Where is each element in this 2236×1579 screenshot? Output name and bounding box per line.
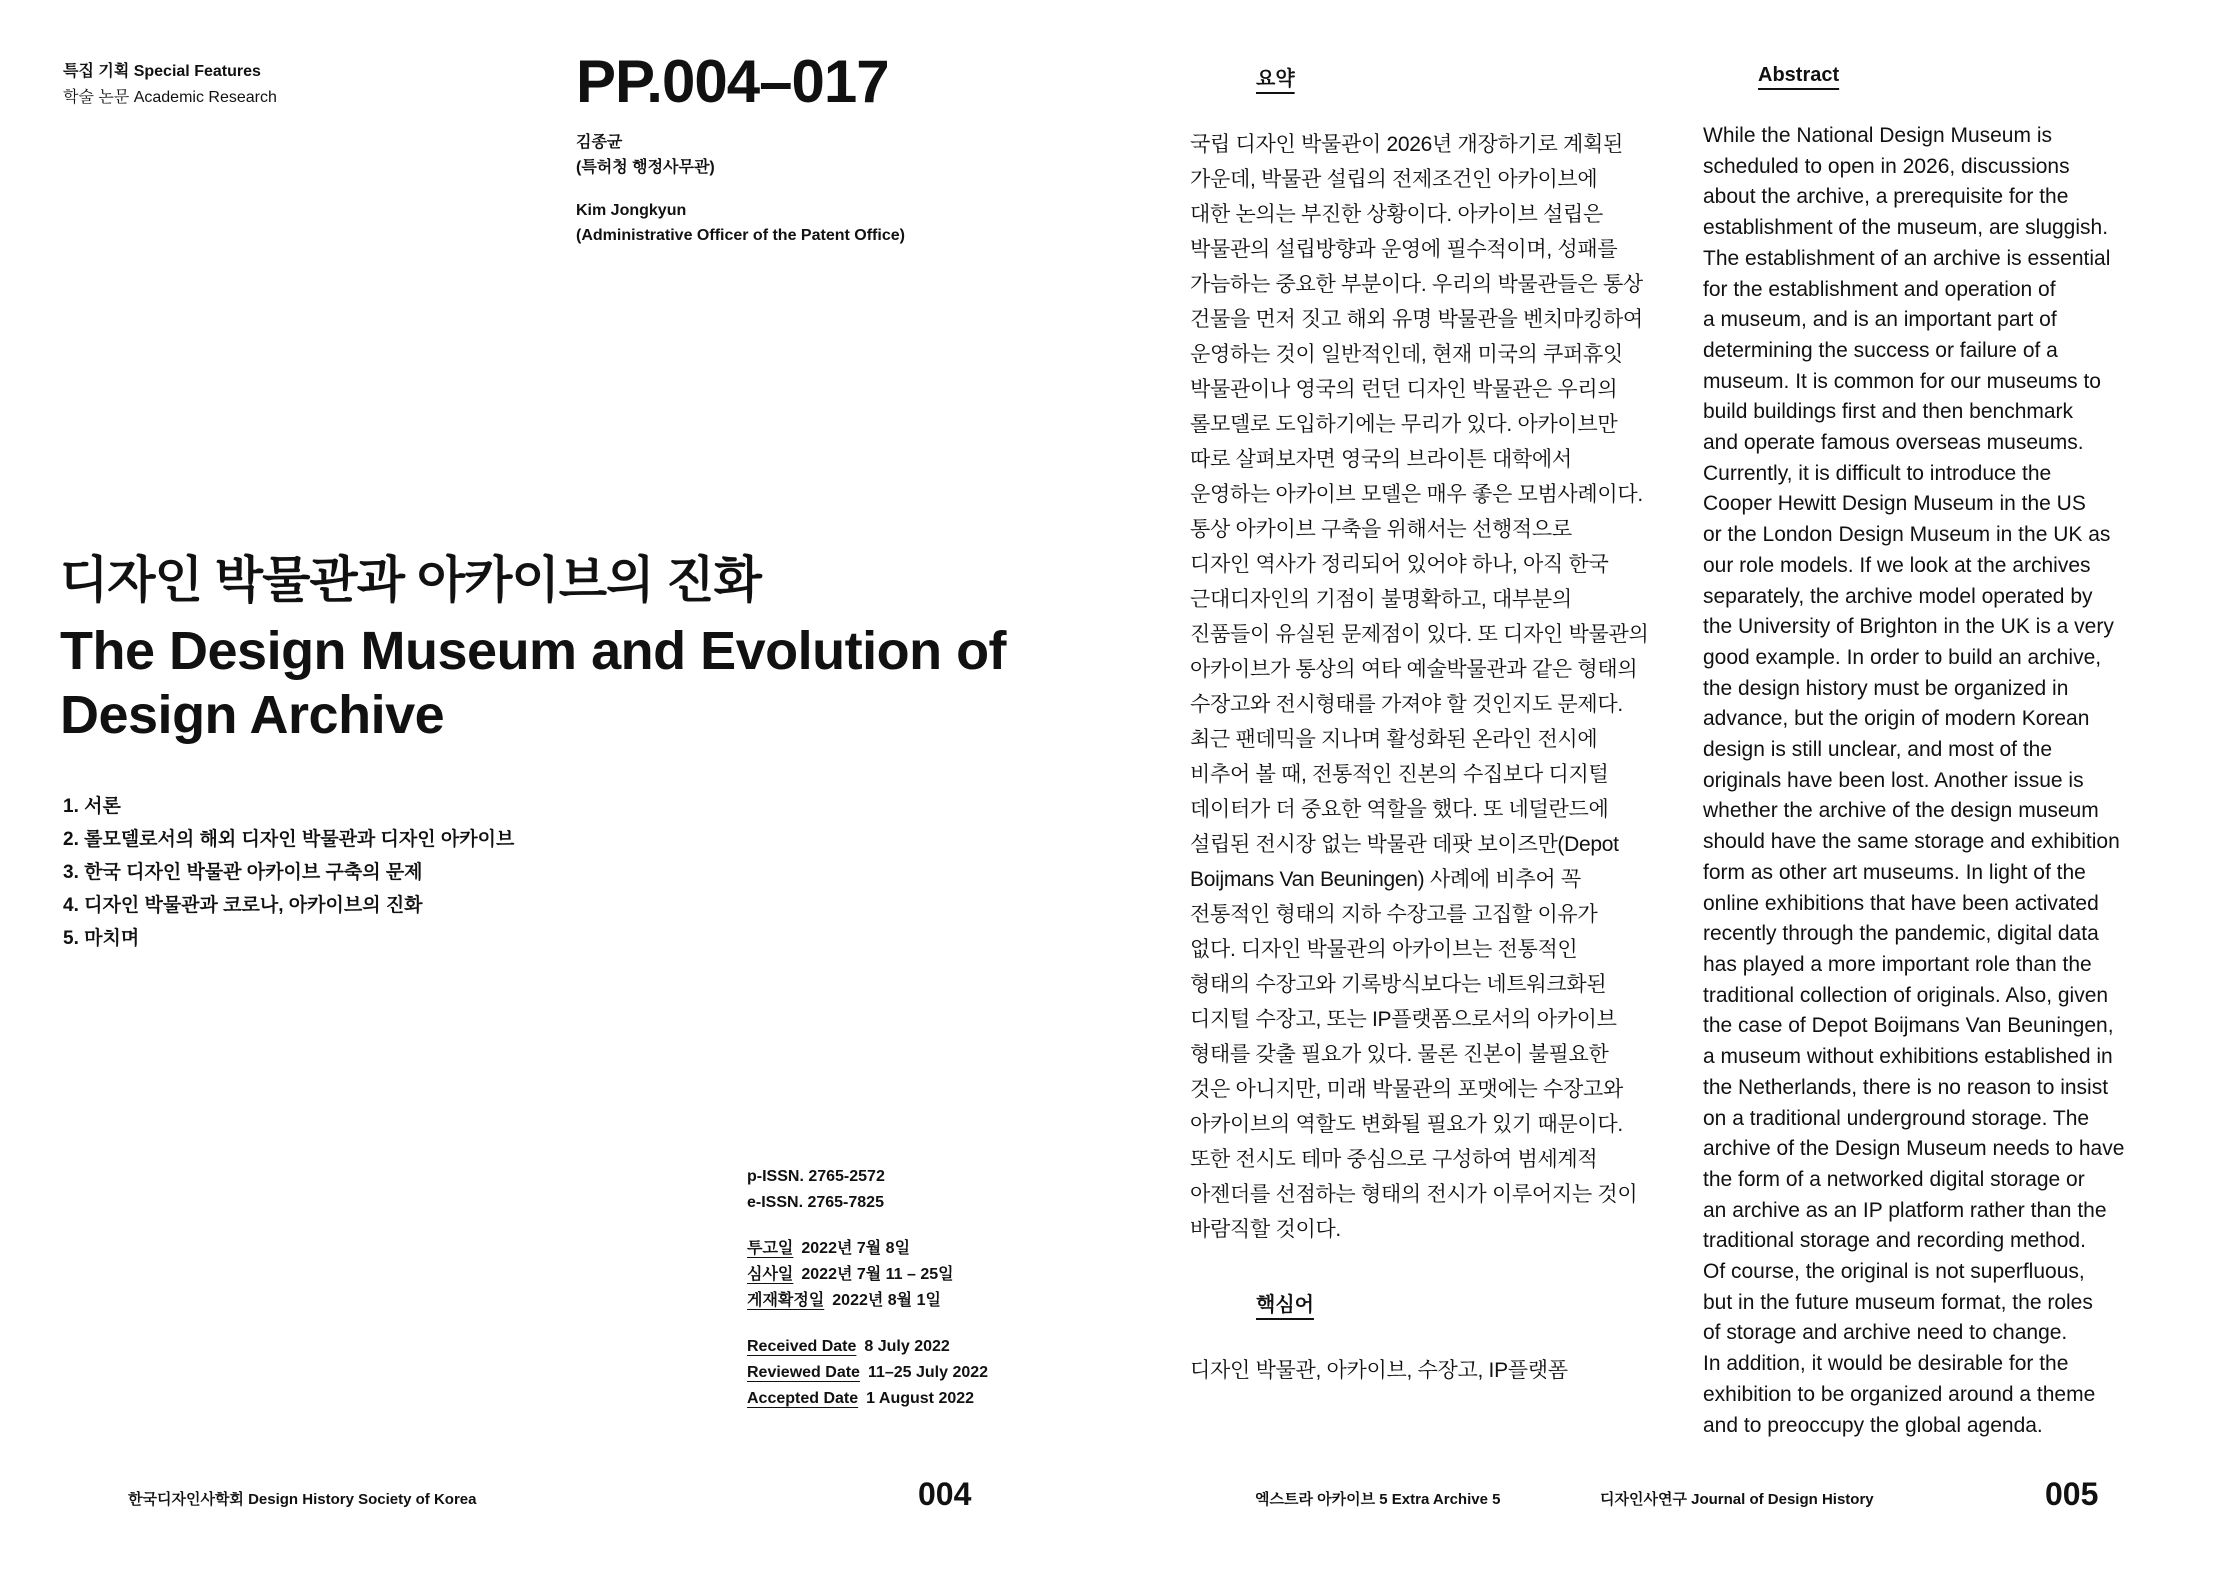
author-role-en: (Administrative Officer of the Patent Office) <box>576 227 905 244</box>
date-row <box>747 1262 988 1288</box>
date-row <box>747 1288 988 1314</box>
page-range: PP.004–017 <box>576 48 889 115</box>
date-value: 2022년 8월 1일 <box>832 1292 941 1309</box>
toc-item: 4. 디자인 박물관과 코로나, 아카이브의 진화 <box>63 895 423 916</box>
footer-series: 엑스트라 아카이브 5 Extra Archive 5 <box>1255 1491 1501 1508</box>
date-label: 게재확정일 <box>747 1292 825 1309</box>
date-label: Reviewed Date <box>747 1364 860 1381</box>
article-title-en: The Design Museum and Evolution of Design Archive <box>60 621 1007 745</box>
date-label: Received Date <box>747 1338 857 1355</box>
date-value: 2022년 7월 8일 <box>801 1240 911 1257</box>
print-issn: p-ISSN. 2765-2572 <box>747 1168 885 1185</box>
table-of-contents <box>63 790 514 955</box>
date-label: 투고일 <box>747 1240 794 1257</box>
summary-text: 국립 디자인 박물관이 2026년 개장하기로 계획된 가운데, 박물관 설립의 전제조건인 아카이브에 대한 논의는 부진한 상황이다. 아카이브 설립은 박물관의 설립방향과 운영에 필수적이며, 성패를 가늠하는 중요한 부분이다. 우리의 박물관들은 통상 건물을 먼저 짓고 해외 유명 박물관을 벤치마킹하여 운영하는 것이 일반적인데, 현재 미국의 쿠퍼휴잇 박물관이나 영국의 런던 디자인 박물관은 우리의 롤모델로 도입하기에는 무리가 있다. 아카이브만 따로 살펴보자면 영국의 브라이튼 대학에서 운영하는 아카이브 모델은 매우 좋은 모범사례이다. 통상 아카이브 구축을 위해서는 선행적으로 디자인 역사가 정리되어 있어야 하나, 아직 한국 근대디자인의 기점이 불명확하고, 대부분의 진품들이 유실된 문제점이 있다. 또 디자인 박물관의 아카이브가 통상의 여타 예술박물관과 같은 형태의 수장고와 전시형태를 가져야 할 것인지도 문제다. 최근 팬데믹을 지나며 활성화된 온라인 전시에 비추어 볼 때, 전통적인 진본의 수집보다 디지털 데이터가 더 중요한 역할을 했다. 또 네덜란드에 설립된 전시장 없는 박물관 데팟 보이즈만(Depot Boijmans Van Beuningen) 사례에 비추어 꼭 전통적인 형태의 지하 수장고를 고집할 이유가 없다. 디자인 박물관의 아카이브는 전통적인 형태의 수장고와 기록방식보다는 네트워크화된 디지털 수장고, 또는 IP플랫폼으로서의 아카이브 형태를 갖출 필요가 있다. 물론 진본이 불필요한 것은 아니지만, 미래 박물관의 포맷에는 수장고와 아카이브의 역할도 변화될 필요가 있기 때문이다. 또한 전시도 테마 중심으로 구성하여 범세계적 아젠더를 선점하는 형태의 전시가 이루어지는 것이 바람직할 것이다. <box>1190 133 1649 1241</box>
toc-item: 2. 롤모델로서의 해외 디자인 박물관과 디자인 아카이브 <box>63 829 515 850</box>
date-value: 8 July 2022 <box>864 1338 950 1355</box>
author-name-en: Kim Jongkyun <box>576 202 687 219</box>
keywords-text: 디자인 박물관, 아카이브, 수장고, IP플랫폼 <box>1190 1359 1568 1382</box>
section-label: 특집 기획 Special Features <box>63 63 261 80</box>
keywords-heading: 핵심어 <box>1256 1294 1314 1316</box>
toc-item: 3. 한국 디자인 박물관 아카이브 구축의 문제 <box>63 862 423 883</box>
date-value: 11–25 July 2022 <box>867 1364 989 1381</box>
date-row <box>747 1334 988 1360</box>
summary-heading: 요약 <box>1256 68 1295 90</box>
article-title-ko: 디자인 박물관과 아카이브의 진화 <box>60 552 761 608</box>
date-value: 2022년 7월 11 – 25일 <box>801 1266 954 1283</box>
author-role-ko: (특허청 행정사무관) <box>576 159 715 176</box>
section-sublabel: 학술 논문 Academic Research <box>63 89 277 106</box>
date-row <box>747 1236 988 1262</box>
date-label: Accepted Date <box>747 1390 859 1407</box>
toc-item: 1. 서론 <box>63 796 121 817</box>
abstract-heading: Abstract <box>1758 64 1840 86</box>
page-number-left: 004 <box>918 1476 972 1512</box>
electronic-issn: e-ISSN. 2765-7825 <box>747 1194 884 1211</box>
author-name-ko: 김종균 <box>576 134 623 151</box>
footer-journal: 디자인사연구 Journal of Design History <box>1600 1491 1874 1508</box>
date-label: 심사일 <box>747 1266 794 1283</box>
footer-society: 한국디자인사학회 Design History Society of Korea <box>128 1491 477 1508</box>
page-number-right: 005 <box>2045 1476 2099 1512</box>
publication-meta <box>747 1164 988 1412</box>
date-row <box>747 1386 988 1412</box>
date-row <box>747 1360 988 1386</box>
toc-item: 5. 마치며 <box>63 928 140 949</box>
author-block <box>576 130 905 248</box>
abstract-text: While the National Design Museum is scheduled to open in 2026, discussions about the archive, a prerequisite for the establishment of the museum, are sluggish. The establishment of an archive is essential for the establishment and operation of a museum, and is an important part of determining the success or failure of a museum. It is common for our museums to build buildings first and then benchmark and operate famous overseas museums. Currently, it is difficult to introduce the Cooper Hewitt Design Museum in the US or the London Design Museum in the UK as our role models. If we look at the archives separately, the archive model operated by the University of Brighton in the UK is a very good example. In order to build an archive, the design history must be organized in advance, but the origin of modern Korean design is still unclear, and most of the originals have been lost. Another issue is whether the archive of the design museum should have the same storage and exhibition form as other art museums. In light of the online exhibitions that have been activated recently through the pandemic, digital data has played a more important role than the traditional collection of originals. Also, given the case of Depot Boijmans Van Beuningen, a museum without exhibitions established in the Netherlands, there is no reason to insist on a traditional underground storage. The archive of the Design Museum needs to have the form of a networked digital storage or an archive as an IP platform rather than the traditional storage and recording method. Of course, the original is not superfluous, but in the future museum format, the roles of storage and archive need to change. In addition, it would be desirable for the exhibition to be organized around a theme and to preoccupy the global agenda. <box>1703 124 2125 1437</box>
date-value: 1 August 2022 <box>866 1390 975 1407</box>
